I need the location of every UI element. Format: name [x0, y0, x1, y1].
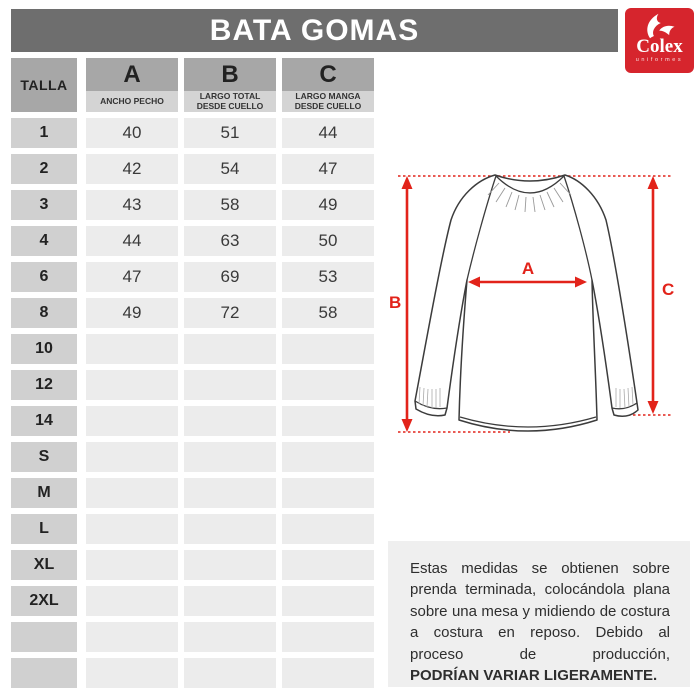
table-row [11, 406, 380, 436]
value-cell [184, 658, 276, 688]
size-cell: 14 [11, 406, 77, 436]
table-row [11, 334, 380, 364]
size-cell: 6 [11, 262, 77, 292]
size-cell: 10 [11, 334, 77, 364]
column-desc-b: LARGO TOTAL DESDE CUELLO [184, 91, 276, 112]
brand-logo [625, 8, 694, 73]
value-cell [282, 586, 374, 616]
size-table-body [11, 118, 380, 688]
value-cell: 58 [282, 298, 374, 328]
value-cell: 49 [282, 190, 374, 220]
label-a: A [521, 259, 535, 278]
value-cell: 44 [86, 226, 178, 256]
table-row [11, 586, 380, 616]
page-title [11, 9, 618, 52]
value-cell: 54 [184, 154, 276, 184]
value-cell: 44 [282, 118, 374, 148]
column-header-c [282, 58, 374, 112]
size-cell: M [11, 478, 77, 508]
table-row [11, 190, 380, 220]
value-cell [86, 406, 178, 436]
table-row [11, 262, 380, 292]
table-row [11, 370, 380, 400]
size-cell: 12 [11, 370, 77, 400]
page-title-text: BATA GOMAS [209, 13, 420, 47]
table-row [11, 442, 380, 472]
size-cell: 4 [11, 226, 77, 256]
table-row [11, 298, 380, 328]
column-desc-c: LARGO MANGA DESDE CUELLO [282, 91, 374, 112]
size-cell: 8 [11, 298, 77, 328]
value-cell [282, 658, 374, 688]
size-cell: S [11, 442, 77, 472]
label-c: C [662, 280, 675, 299]
label-b: B [389, 293, 402, 312]
garment-diagram [385, 158, 685, 448]
measurement-note [388, 541, 690, 687]
measure-arrow-c [648, 176, 659, 414]
size-cell: 3 [11, 190, 77, 220]
value-cell: 63 [184, 226, 276, 256]
value-cell [86, 514, 178, 544]
value-cell: 47 [282, 154, 374, 184]
value-cell [282, 406, 374, 436]
table-row [11, 622, 380, 652]
value-cell: 50 [282, 226, 374, 256]
value-cell [184, 442, 276, 472]
size-cell: L [11, 514, 77, 544]
value-cell [184, 514, 276, 544]
value-cell [282, 442, 374, 472]
value-cell: 51 [184, 118, 276, 148]
value-cell [282, 550, 374, 580]
value-cell [86, 334, 178, 364]
measure-arrow-b [402, 176, 413, 432]
table-row [11, 154, 380, 184]
column-desc-a: ANCHO PECHO [86, 91, 178, 112]
note-emphasis: PODRÍAN VARIAR LIGERAMENTE. [410, 667, 658, 685]
value-cell [282, 622, 374, 652]
value-cell [184, 478, 276, 508]
column-letter-c: C [282, 58, 374, 91]
size-cell: 2 [11, 154, 77, 184]
value-cell: 40 [86, 118, 178, 148]
table-row [11, 514, 380, 544]
table-row [11, 118, 380, 148]
table-row [11, 658, 380, 688]
value-cell: 42 [86, 154, 178, 184]
column-header-b [184, 58, 276, 112]
size-cell: 1 [11, 118, 77, 148]
garment-outline [415, 175, 638, 431]
value-cell [184, 622, 276, 652]
table-header-row [11, 58, 380, 112]
table-row [11, 226, 380, 256]
value-cell [86, 478, 178, 508]
size-cell: XL [11, 550, 77, 580]
size-table [11, 58, 380, 694]
column-letter-a: A [86, 58, 178, 91]
value-cell [282, 334, 374, 364]
size-cell [11, 658, 77, 688]
value-cell [86, 442, 178, 472]
brand-name: Colex [636, 36, 683, 57]
value-cell [282, 514, 374, 544]
value-cell: 58 [184, 190, 276, 220]
table-row [11, 478, 380, 508]
value-cell [86, 586, 178, 616]
size-cell: 2XL [11, 586, 77, 616]
value-cell [184, 370, 276, 400]
value-cell: 49 [86, 298, 178, 328]
value-cell: 72 [184, 298, 276, 328]
value-cell: 53 [282, 262, 374, 292]
brand-tagline: uniformes [635, 57, 684, 63]
size-column-header: TALLA [11, 58, 77, 112]
value-cell [86, 622, 178, 652]
value-cell: 43 [86, 190, 178, 220]
value-cell: 69 [184, 262, 276, 292]
value-cell [282, 478, 374, 508]
note-body: Estas medidas se obtienen sobre prenda terminada, colocándola plana sobre una mesa y midiendo de costura a costura en reposo. Debido al proceso de producción, [410, 560, 670, 663]
size-cell [11, 622, 77, 652]
value-cell: 47 [86, 262, 178, 292]
value-cell [86, 550, 178, 580]
column-header-a [86, 58, 178, 112]
value-cell [86, 370, 178, 400]
table-row [11, 550, 380, 580]
value-cell [184, 334, 276, 364]
value-cell [86, 658, 178, 688]
value-cell [184, 406, 276, 436]
column-letter-b: B [184, 58, 276, 91]
value-cell [184, 550, 276, 580]
value-cell [184, 586, 276, 616]
value-cell [282, 370, 374, 400]
